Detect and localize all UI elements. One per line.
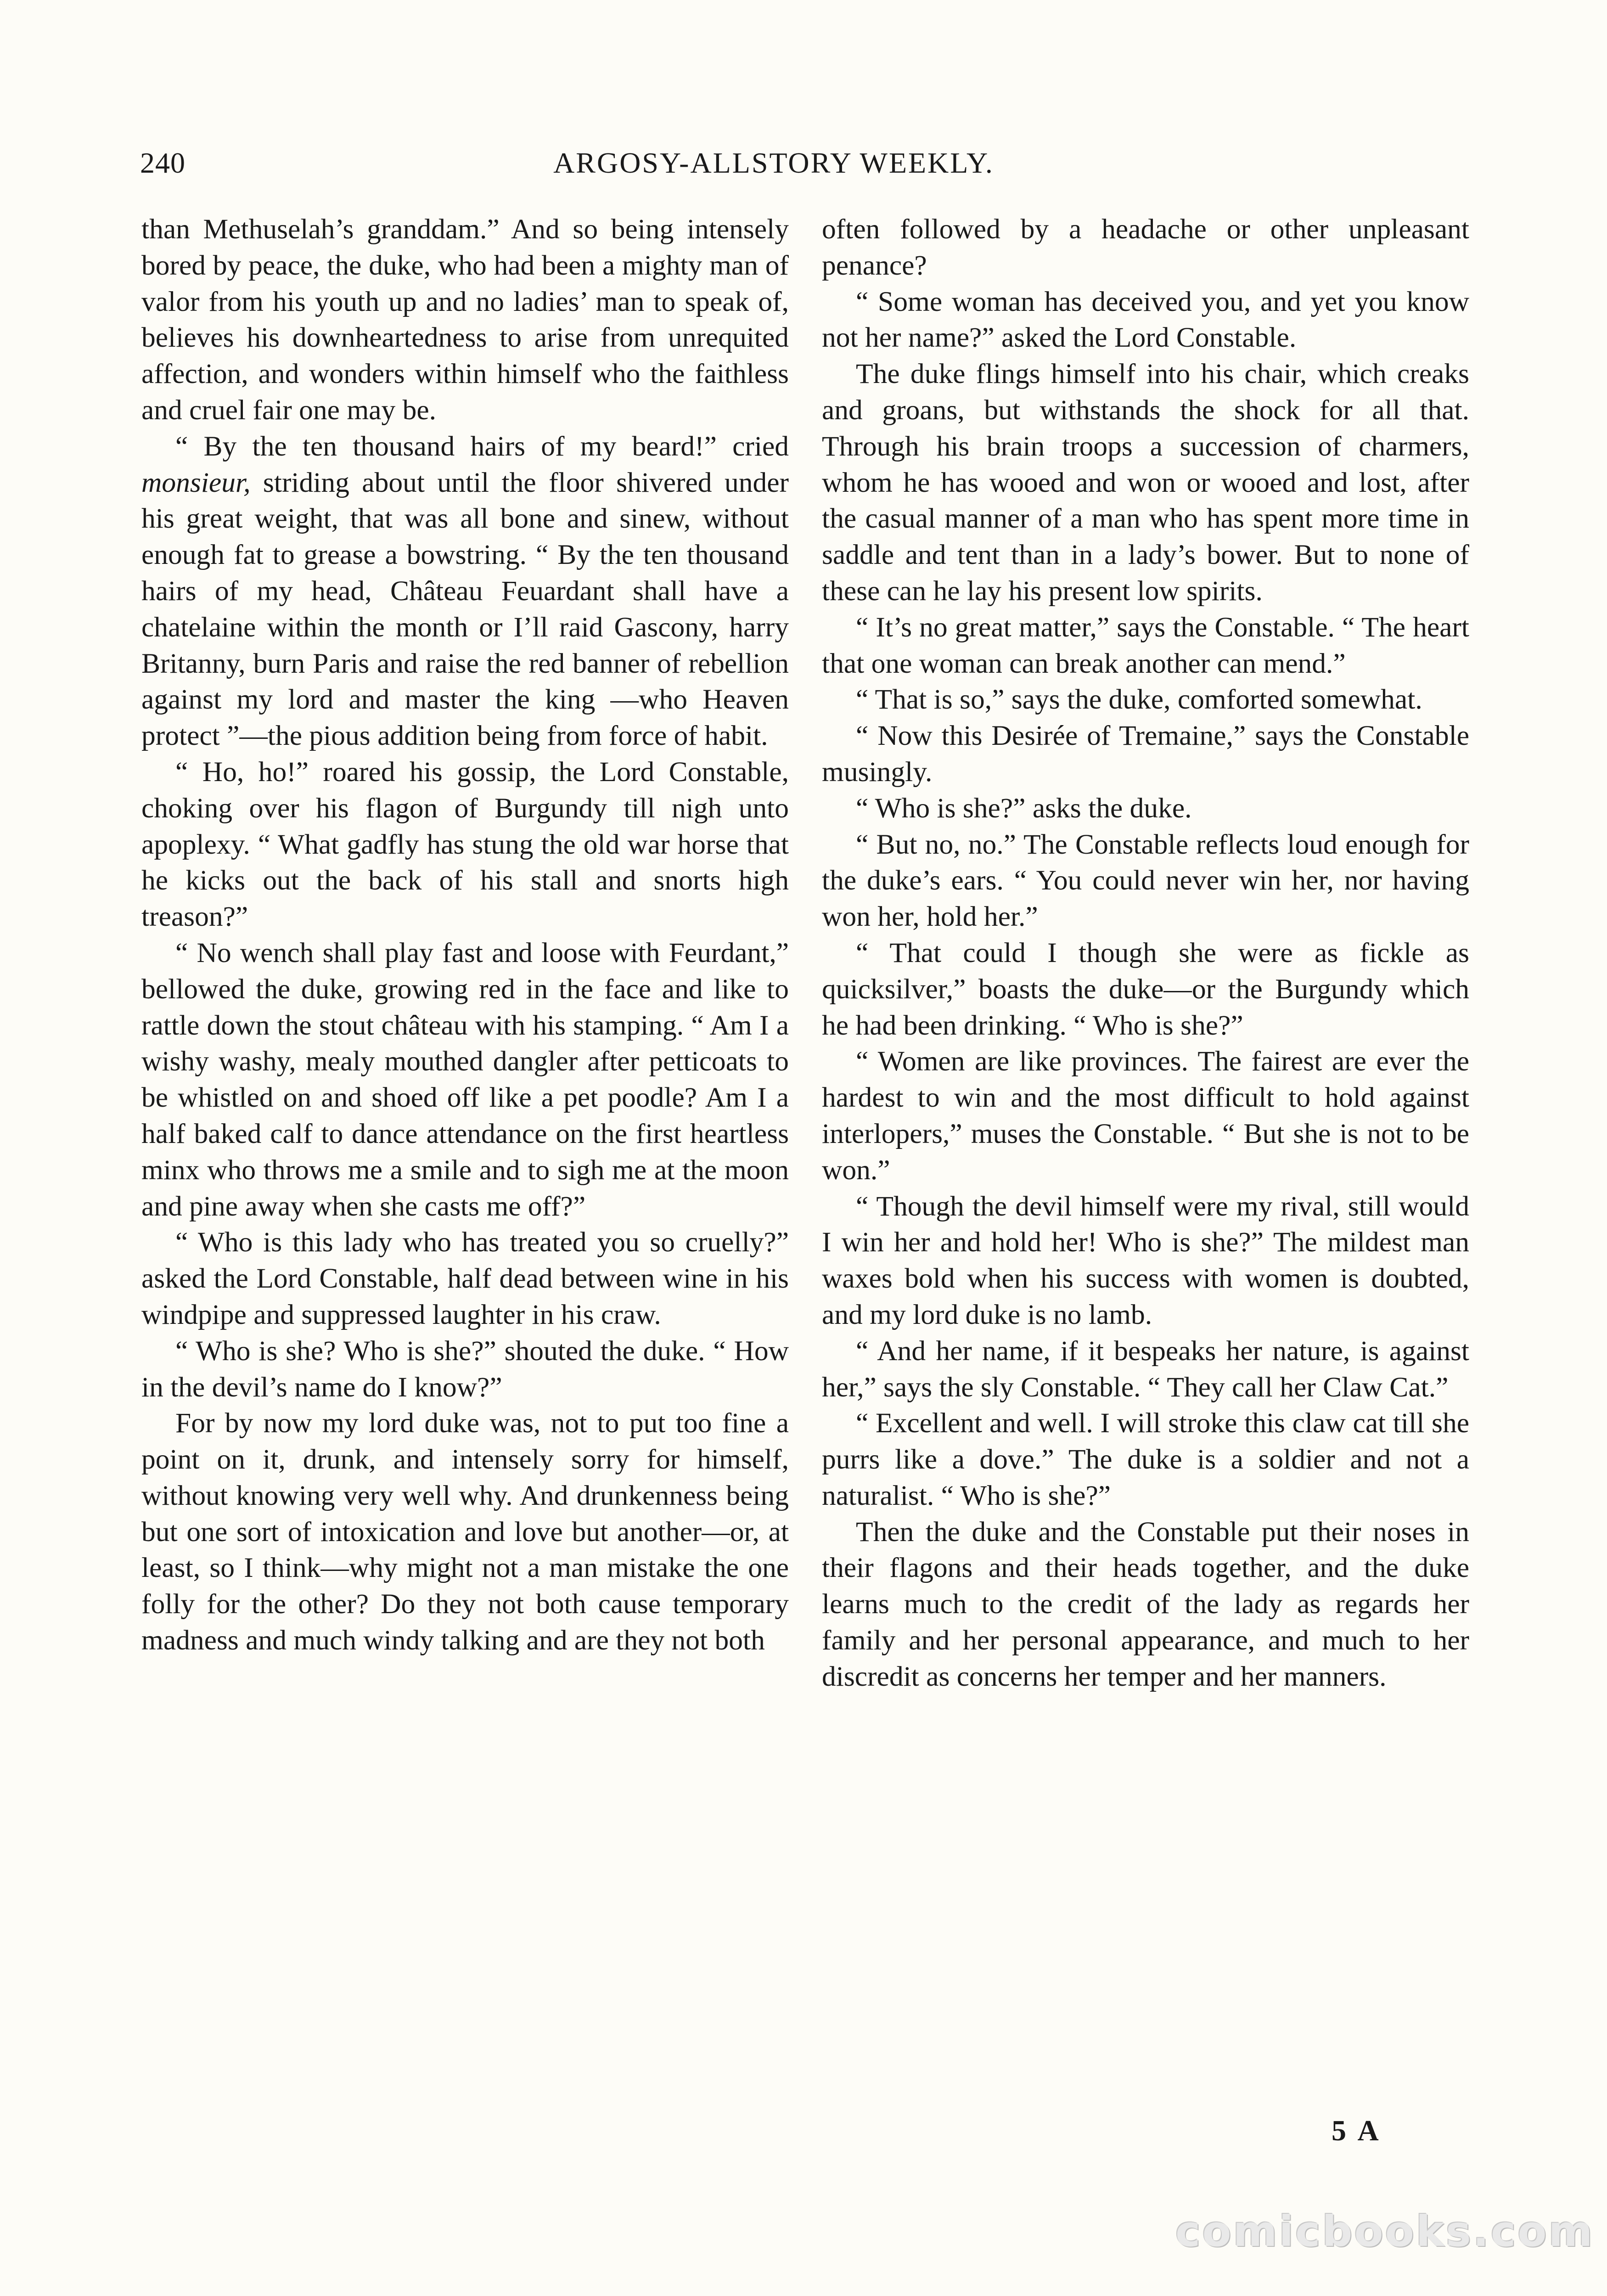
paragraph: Then the duke and the Constable put their noses in their flagons and their heads together, and the duke learns much to the credit of the lady as regards her family and her personal appearance, and much to her discredit as concerns her temper and her manners. <box>822 1516 1469 1692</box>
paragraph: “ It’s no great matter,” says the Constable. “ The heart that one woman can break another can mend.” <box>822 611 1469 679</box>
paragraph: “ That is so,” says the duke, comforted somewhat. <box>856 684 1422 715</box>
paragraph-text: striding about until the floor shivered under his great weight, that was all bone and sinew, without enough fat to grease a bowstring. “ By the ten thousand hairs of my head, Château Feuardant shall have a chatelaine within the month or I’ll raid Gascony, harry Britanny, burn Paris and raise the red banner of rebellion against my lord and master the king —who Heaven protect ”—the pious addition being from force of habit. <box>141 467 789 752</box>
paragraph: “ No wench shall play fast and loose with Feurdant,” bellowed the duke, growing red in the face and like to rattle down the stout château with his stamping. “ Am I a wishy washy, mealy mouthed dangler after petticoats to be whistled on and shoed off like a pet poodle? Am I a half baked calf to dance attendance on the first heartless minx who throws me a smile and to sigh me at the moon and pine away when she casts me off?” <box>141 937 789 1222</box>
running-head: ARGOSY-ALLSTORY WEEKLY. <box>553 146 994 179</box>
paragraph: The duke flings himself into his chair, which creaks and groans, but withstands the shock for all that. Through his brain troops a succession of charmers, whom he has wooed and won or wooed and lost, after the casual manner of a man who has spent more time in saddle and tent than in a lady’s bower. But to none of these can he lay his present low spirits. <box>822 358 1469 607</box>
signature-mark: 5 A <box>1332 2114 1382 2147</box>
paragraph: than Methuselah’s granddam.” And so being intensely bored by peace, the duke, who had been a mighty man of valor from his youth up and no ladies’ man to speak of, believes his downheartedness to arise from unrequited affection, and wonders within himself who the faithless and cruel fair one may be. <box>141 214 789 426</box>
paragraph: “ And her name, if it bespeaks her nature, is against her,” says the sly Constable. “ They call her Claw Cat.” <box>822 1335 1469 1403</box>
italic-word: monsieur, <box>141 467 251 498</box>
paragraph: “ Women are like provinces. The fairest are ever the hardest to win and the most difficult to hold against interlopers,” muses the Constable. “ But she is not to be won.” <box>822 1046 1469 1186</box>
paragraph: “ Though the devil himself were my rival, still would I win her and hold her! Who is she?” The mildest man waxes bold when his success with women is doubted, and my lord duke is no lamb. <box>822 1190 1469 1330</box>
paragraph <box>141 428 789 754</box>
text-column-right <box>822 211 1469 2117</box>
paragraph: often followed by a headache or other unpleasant penance? <box>822 214 1469 281</box>
paragraph: “ Who is she?” asks the duke. <box>856 792 1192 824</box>
page-header <box>140 140 1407 186</box>
paragraph: “ Ho, ho!” roared his gossip, the Lord Constable, choking over his flagon of Burgundy till nigh unto apoplexy. “ What gadfly has stung the old war horse that he kicks out the back of his stall and snorts high treason?” <box>141 756 789 933</box>
watermark: comicbooks.com <box>1175 2207 1595 2256</box>
paragraph: “ That could I though she were as fickle as quicksilver,” boasts the duke—or the Burgundy which he had been drinking. “ Who is she?” <box>822 937 1469 1041</box>
paragraph: “ Who is she? Who is she?” shouted the duke. “ How in the devil’s name do I know?” <box>141 1335 789 1403</box>
paragraph: “ Who is this lady who has treated you so cruelly?” asked the Lord Constable, half dead between wine in his windpipe and suppressed laughter in his craw. <box>141 1227 789 1330</box>
paragraph: “ Some woman has deceived you, and yet you know not her name?” asked the Lord Constable. <box>822 286 1469 354</box>
paragraph: “ Now this Desirée of Tremaine,” says the Constable musingly. <box>822 720 1469 788</box>
paragraph-text: “ By the ten thousand hairs of my beard!” cried <box>175 430 789 462</box>
paragraph: “ But no, no.” The Constable reflects loud enough for the duke’s ears. “ You could never win her, nor having won her, hold her.” <box>822 828 1469 933</box>
text-column-left <box>141 211 789 2117</box>
paragraph: For by now my lord duke was, not to put too fine a point on it, drunk, and intensely sorry for himself, without knowing very well why. And drunkenness being but one sort of intoxication and love but another—or, at least, so I think—why might not a man mistake the one folly for the other? Do they not both cause temporary madness and much windy talking and are they not both <box>141 1407 789 1656</box>
page-number: 240 <box>140 146 185 179</box>
paragraph: “ Excellent and well. I will stroke this claw cat till she purrs like a dove.” The duke is a soldier and not a naturalist. “ Who is she?” <box>822 1407 1469 1511</box>
